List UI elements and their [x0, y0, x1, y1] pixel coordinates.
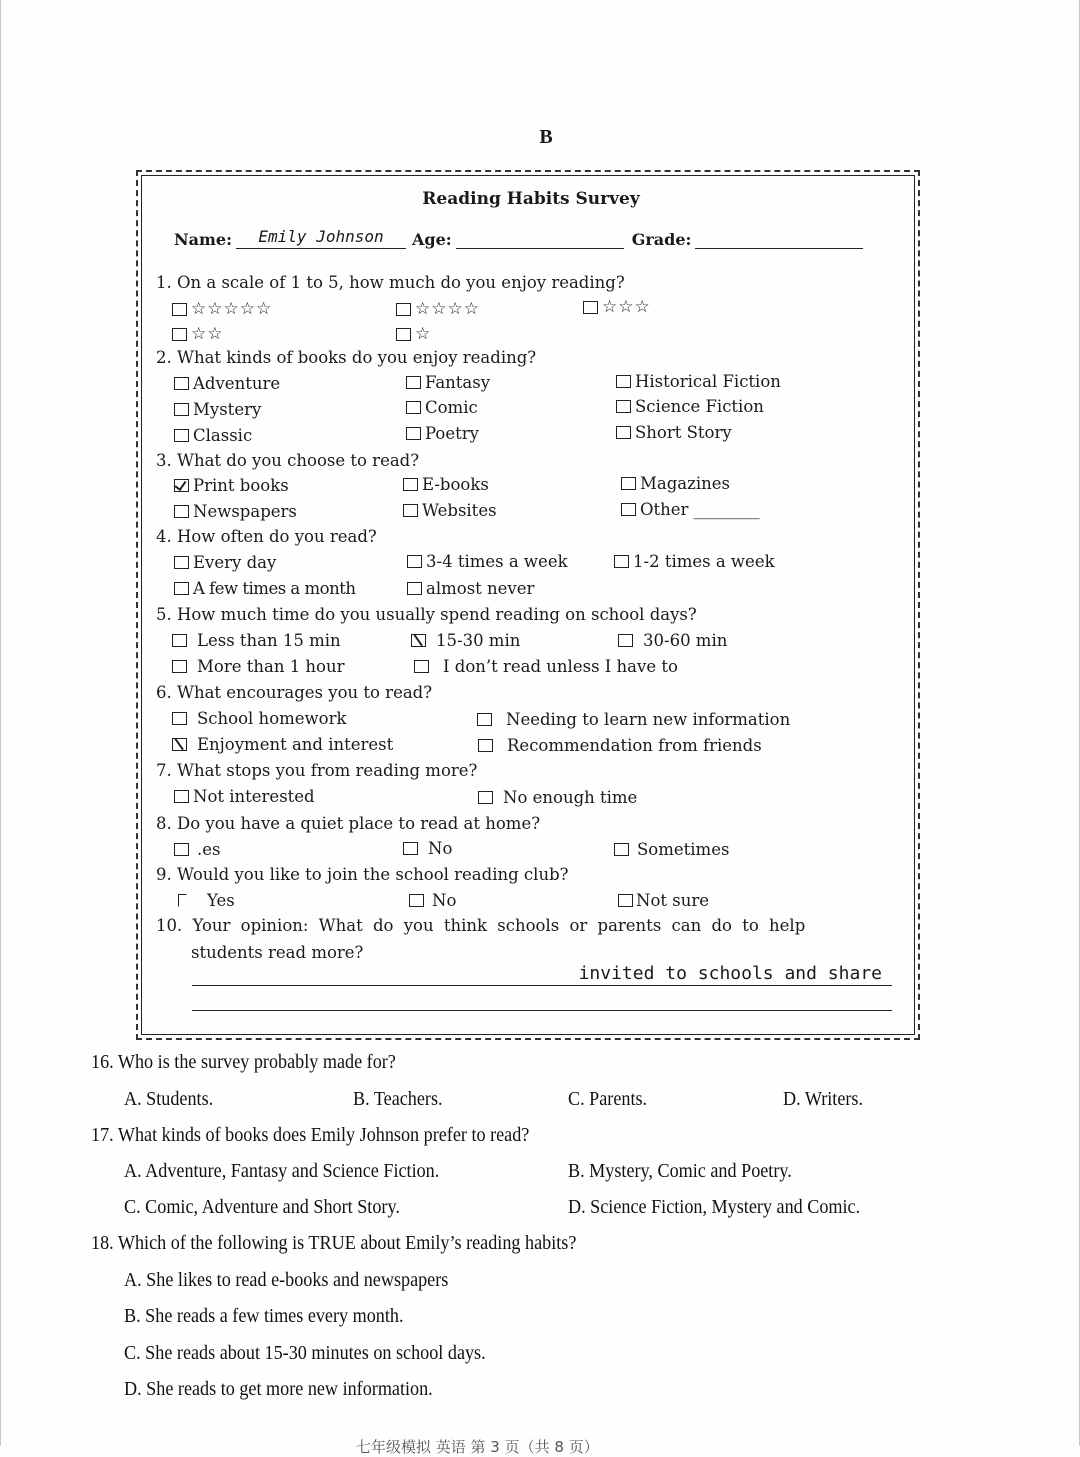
- two-stars-icon: ☆☆: [191, 324, 224, 344]
- q6-option-enjoyment[interactable]: [172, 735, 393, 754]
- q5-option-more-1-hour[interactable]: [172, 657, 345, 676]
- option-label: School homework: [197, 709, 347, 728]
- checkbox[interactable]: [616, 426, 631, 439]
- checkbox[interactable]: [174, 429, 189, 442]
- q4-option-every-day[interactable]: [174, 553, 276, 572]
- four-stars-icon: ☆☆☆☆: [415, 299, 480, 319]
- q6-option-recommendation[interactable]: [478, 736, 762, 755]
- q17-option-c[interactable]: C. Comic, Adventure and Short Story.: [124, 1197, 400, 1218]
- q17-option-b[interactable]: B. Mystery, Comic and Poetry.: [568, 1161, 792, 1182]
- name-label: Name:: [174, 230, 233, 249]
- checked-checkbox[interactable]: [172, 738, 187, 751]
- question-9: 9. Would you like to join the school reading club?: [156, 865, 569, 884]
- age-label: Age:: [412, 230, 452, 249]
- checkbox[interactable]: [174, 843, 189, 856]
- five-stars-icon: ☆☆☆☆☆: [191, 299, 273, 319]
- q2-option-mystery[interactable]: [174, 400, 261, 419]
- q9-option-yes[interactable]: [178, 891, 235, 910]
- checkbox[interactable]: [172, 634, 187, 647]
- q2-option-science-fiction[interactable]: [616, 397, 764, 416]
- reading-habits-survey: [156, 185, 906, 984]
- option-label: 30-60 min: [643, 631, 728, 650]
- one-star-icon: ☆: [415, 324, 432, 344]
- q2-option-adventure[interactable]: [174, 374, 280, 393]
- option-label: Every day: [193, 553, 277, 572]
- grade-label: Grade:: [631, 230, 692, 249]
- checkbox[interactable]: [178, 894, 187, 907]
- q18-option-c[interactable]: C. She reads about 15-30 minutes on school days.: [124, 1343, 486, 1364]
- checked-checkbox[interactable]: [174, 479, 189, 492]
- checkbox[interactable]: [477, 713, 492, 726]
- question-6: 6. What encourages you to read?: [156, 683, 433, 702]
- checkbox[interactable]: [174, 790, 189, 803]
- option-label: 15-30 min: [436, 631, 521, 650]
- opinion-answer-line-1[interactable]: [192, 963, 892, 986]
- q3-option-magazines[interactable]: [621, 474, 730, 493]
- page-footer: 七年级模拟 英语 第 3 页（共 8 页）: [356, 1438, 599, 1456]
- option-label: Not sure: [636, 891, 709, 910]
- q2-option-comic[interactable]: [406, 398, 478, 417]
- option-label: Adventure: [193, 374, 281, 393]
- question-17: 17. What kinds of books does Emily Johnson prefer to read?: [91, 1125, 530, 1146]
- checkbox[interactable]: [174, 582, 189, 595]
- q5-option-30-60[interactable]: [618, 631, 727, 650]
- q9-option-not-sure[interactable]: [618, 891, 709, 910]
- q8-option-yes[interactable]: [174, 840, 220, 859]
- q16-option-b[interactable]: B. Teachers.: [353, 1089, 443, 1110]
- q7-option-no-time[interactable]: [478, 788, 637, 807]
- q18-option-d[interactable]: D. She reads to get more new information.: [124, 1379, 433, 1400]
- question-16: 16. Who is the survey probably made for?: [91, 1052, 396, 1073]
- q2-option-fantasy[interactable]: [406, 373, 490, 392]
- respondent-info: [174, 223, 906, 249]
- option-label: Enjoyment and interest: [197, 735, 394, 754]
- checkbox[interactable]: [406, 427, 421, 440]
- option-label: Mystery: [193, 400, 262, 419]
- option-label: Comic: [425, 398, 478, 417]
- checkbox[interactable]: [172, 328, 187, 341]
- q7-option-not-interested[interactable]: [174, 787, 315, 806]
- q1-option-2-stars[interactable]: [172, 324, 223, 344]
- option-label: E-books: [422, 475, 489, 494]
- option-label: Historical Fiction: [635, 372, 781, 391]
- option-label: A few times a month: [193, 579, 356, 598]
- checkbox[interactable]: [174, 556, 189, 569]
- option-label: More than 1 hour: [197, 657, 345, 676]
- option-label: Other ________: [640, 500, 760, 519]
- option-label: Not interested: [193, 787, 315, 806]
- option-label: Magazines: [640, 474, 730, 493]
- checkbox[interactable]: [172, 660, 187, 673]
- three-stars-icon: ☆☆☆: [602, 297, 651, 317]
- age-field[interactable]: [456, 228, 624, 249]
- option-label: Short Story: [635, 423, 732, 442]
- q2-option-short-story[interactable]: [616, 423, 732, 442]
- q2-option-classic[interactable]: [174, 426, 252, 445]
- checkbox[interactable]: [621, 477, 636, 490]
- question-7: 7. What stops you from reading more?: [156, 761, 478, 780]
- q9-option-no[interactable]: [409, 891, 456, 910]
- opinion-answer-line-2[interactable]: [192, 988, 892, 1011]
- q3-option-newspapers[interactable]: [174, 502, 297, 521]
- q4-option-3-4-times[interactable]: [407, 552, 568, 571]
- option-label: No enough time: [503, 788, 638, 807]
- q4-option-few-times-month[interactable]: [174, 579, 355, 598]
- checkbox[interactable]: [616, 400, 631, 413]
- option-label: Classic: [193, 426, 253, 445]
- option-label: I don’t read unless I have to: [443, 657, 678, 676]
- checkbox[interactable]: [174, 505, 189, 518]
- checkbox[interactable]: [407, 582, 422, 595]
- q5-option-less-15[interactable]: [172, 631, 341, 650]
- survey-title: Reading Habits Survey: [422, 189, 640, 209]
- q3-option-websites[interactable]: [403, 501, 497, 520]
- checkbox[interactable]: [403, 478, 418, 491]
- checkbox[interactable]: [616, 375, 631, 388]
- checkbox[interactable]: [478, 739, 493, 752]
- option-label: Yes: [207, 891, 235, 910]
- question-18: 18. Which of the following is TRUE about Emily’s reading habits?: [91, 1233, 577, 1254]
- q3-option-other[interactable]: [621, 500, 760, 519]
- checkbox[interactable]: [583, 301, 598, 314]
- q3-option-print-books[interactable]: [174, 476, 289, 495]
- checkbox[interactable]: [614, 555, 629, 568]
- checkbox[interactable]: [172, 712, 187, 725]
- q1-option-4-stars[interactable]: [396, 299, 480, 319]
- checkbox[interactable]: [172, 303, 187, 316]
- checkbox[interactable]: [403, 842, 418, 855]
- checkbox[interactable]: [406, 401, 421, 414]
- option-label: Newspapers: [193, 502, 297, 521]
- question-1: 1. On a scale of 1 to 5, how much do you enjoy reading?: [156, 273, 625, 292]
- option-label: Less than 15 min: [197, 631, 341, 650]
- q4-option-1-2-times[interactable]: [614, 552, 775, 571]
- q8-option-sometimes[interactable]: [614, 840, 729, 859]
- option-label: No: [428, 839, 453, 858]
- q2-option-poetry[interactable]: [406, 424, 479, 443]
- option-label: Sometimes: [637, 840, 730, 859]
- name-field[interactable]: Emily Johnson: [236, 228, 406, 249]
- checkbox[interactable]: [409, 894, 424, 907]
- grade-field[interactable]: [695, 228, 863, 249]
- checkbox[interactable]: [174, 377, 189, 390]
- q17-option-d[interactable]: D. Science Fiction, Mystery and Comic.: [568, 1197, 861, 1218]
- q17-option-a[interactable]: A. Adventure, Fantasy and Science Fiction.: [124, 1161, 440, 1182]
- q3-option-e-books[interactable]: [403, 475, 489, 494]
- option-label: Recommendation from friends: [507, 736, 762, 755]
- checkbox[interactable]: [406, 376, 421, 389]
- handwritten-answer: invited to schools and share: [578, 963, 882, 984]
- q8-option-no[interactable]: [403, 839, 452, 858]
- checkbox[interactable]: [396, 303, 411, 316]
- option-label: .es: [197, 840, 221, 859]
- q5-option-15-30[interactable]: [411, 631, 520, 650]
- checked-checkbox[interactable]: [411, 634, 426, 647]
- checkbox[interactable]: [396, 328, 411, 341]
- q1-option-1-star[interactable]: [396, 324, 431, 344]
- option-label: Needing to learn new information: [506, 710, 791, 729]
- q6-option-school-homework[interactable]: [172, 709, 346, 728]
- q1-option-3-stars[interactable]: [583, 297, 651, 317]
- checkbox[interactable]: [414, 660, 429, 673]
- question-2: 2. What kinds of books do you enjoy reading?: [156, 348, 537, 367]
- section-letter: B: [539, 126, 553, 148]
- q5-option-dont-read[interactable]: [414, 657, 678, 676]
- option-label: Fantasy: [425, 373, 491, 392]
- checkbox[interactable]: [403, 504, 418, 517]
- q4-option-almost-never[interactable]: [407, 579, 534, 598]
- question-8: 8. Do you have a quiet place to read at home?: [156, 814, 541, 833]
- option-label: 1-2 times a week: [633, 552, 775, 571]
- question-10-continued: students read more?: [191, 943, 364, 962]
- option-label: Websites: [422, 501, 497, 520]
- q2-option-historical-fiction[interactable]: [616, 372, 781, 391]
- checkbox[interactable]: [407, 555, 422, 568]
- checkbox[interactable]: [614, 843, 629, 856]
- q1-option-5-stars[interactable]: [172, 299, 272, 319]
- q16-option-a[interactable]: A. Students.: [124, 1089, 214, 1110]
- question-3: 3. What do you choose to read?: [156, 451, 420, 470]
- question-4: 4. How often do you read?: [156, 527, 377, 546]
- q18-option-b[interactable]: B. She reads a few times every month.: [124, 1306, 404, 1327]
- q18-option-a[interactable]: A. She likes to read e-books and newspapers: [124, 1270, 449, 1291]
- q16-option-d[interactable]: D. Writers.: [783, 1089, 864, 1110]
- checkbox[interactable]: [618, 894, 633, 907]
- question-10: 10. Your opinion: What do you think schools or parents can do to help: [156, 916, 806, 935]
- checkbox[interactable]: [174, 403, 189, 416]
- option-label: Print books: [193, 476, 289, 495]
- checkbox[interactable]: [478, 791, 493, 804]
- q6-option-learn-new-info[interactable]: [477, 710, 790, 729]
- q16-option-c[interactable]: C. Parents.: [568, 1089, 648, 1110]
- checkbox[interactable]: [621, 503, 636, 516]
- option-label: Poetry: [425, 424, 479, 443]
- option-label: almost never: [426, 579, 535, 598]
- checkbox[interactable]: [618, 634, 633, 647]
- question-5: 5. How much time do you usually spend reading on school days?: [156, 605, 697, 624]
- option-label: No: [432, 891, 457, 910]
- option-label: 3-4 times a week: [426, 552, 568, 571]
- option-label: Science Fiction: [635, 397, 764, 416]
